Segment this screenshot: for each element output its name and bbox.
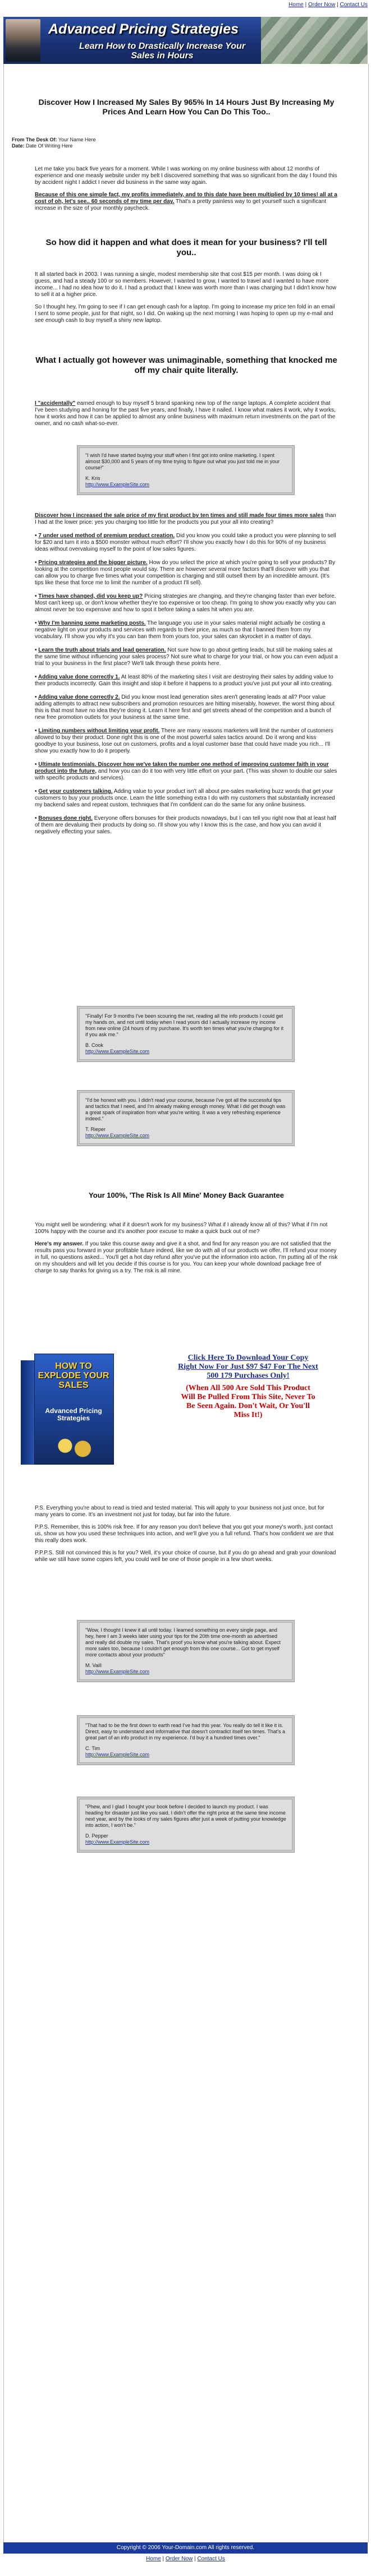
testimonial-5-quote: "That had to be the first down to earth read I've had this year. You really do tell it like it is. Direct, easy to understand and informative that doesn't contradict itself ten times. That's a great part of an info product in my experience. I'd buy it a hundred times over." <box>85 1723 285 1741</box>
bullet-lead: Adding value done correctly 2. <box>38 694 120 700</box>
footer-contact-us-link[interactable]: Contact Us <box>197 2556 225 2562</box>
product-book-image[interactable] <box>21 1354 116 1466</box>
download-order-link[interactable]: Click Here To Download Your Copy Right Now For Just $97 $47 For The Next 500 179 Purchases Only! <box>178 1354 318 1380</box>
testimonial-2-url[interactable]: http://www.ExampleSite.com <box>85 1049 150 1054</box>
guarantee-answer-lead: Here's my answer. <box>35 1241 84 1247</box>
bullet-item: • Pricing strategies and the bigger picture. How do you select the price at which you're going to sell your products? By looking at the competition most people would say. There are however several more factors that'll discover with you that can allow you to charge five times what your competition is charging and still outsell them by an incredible amount. (It's tips like these that force me to limit the number of a product I'll sell). <box>35 560 336 586</box>
nav-separator: | <box>335 2 340 8</box>
nav-contact-us-link[interactable]: Contact Us <box>340 2 368 8</box>
order-cta <box>178 1354 318 1420</box>
bullet-item: • Times have changed, did you keep up? Pricing strategies are changing, and they're changing faster than ever before. Most can't keep up, or don't know whether they're too expensive or too cheap. I'm going to show you exactly why you can almost never be too expensive and how to spot it before taking a sales hit when you are. <box>35 593 336 613</box>
testimonial-3-name: T. Rieper <box>85 1127 106 1132</box>
section-unimaginable-p1 <box>35 400 338 427</box>
bullet-item: • 7 under used method of premium product creation. Did you know you could take a product you were planning to sell for $20 and turn it into a $500 monster without much effort? I'll show you exactly how I do this for 90% of my business ideas without overvaluing myself to the point of low sales figures. <box>35 533 336 552</box>
bullet-text: Did you know most lead generation sites aren't generating leads at all? Poor value adding attempts to attract new subscribers and promotion resources are hitting miserably, however, the worst thing about this is that most have no idea they're doing it. Learn it here first and get streets ahead of the competition and a bunch of new free promotion outlets for your business at the same time. <box>35 694 335 721</box>
bullet-lead: Limiting numbers without limiting your profit. <box>38 728 160 734</box>
testimonial-6-url[interactable]: http://www.ExampleSite.com <box>85 1839 150 1845</box>
testimonial-4-quote: "Wow, I thought I knew it all until today. I learned something on every single page, and hey, here I am 3 weeks later using your tips for the 20th time one-month as advertised and really did double my sales. That's proof you know what you're talking about. Expect more sales too, because I couldn't get enough from this one course... Got to get myself more contacts about your products" <box>85 1627 281 1658</box>
bullet-lead: Ultimate testimonials. Discover how we've taken the number one method of improving customer faith in your product into the future, <box>35 761 329 774</box>
testimonial-3-quote: "I'd be honest with you. I didn't read your course, because I've got all the successful tips and tactics that I need, and I'm already making enough money. What I did get though was a great spark of inspiration from what you're writing. It was a very refreshing experience indeed." <box>85 1097 286 1121</box>
bullet-lead: Pricing strategies and the bigger picture. <box>38 560 148 566</box>
book-subtitle: Advanced Pricing Strategies <box>45 1407 102 1422</box>
bullet-item: • Limiting numbers without limiting your profit. There are many reasons marketers will limit the number of customers allowed to buy their product. Done right this is one of the most powerful sales tactics around. Do it wrong and kiss goodbye to your business, lose out on customers, profits and a loyal customer base that could have made you rich... I'll show you exactly how to do it properly. <box>35 728 333 754</box>
testimonial-2-name: B. Cook <box>85 1042 104 1048</box>
nav-separator: | <box>161 2556 166 2562</box>
bullet-lead: Times have changed, did you keep up? <box>38 593 143 599</box>
bullet-text: and how you can do it too with very little effort on your part. (This was shown to double our sales with specific products and services). <box>35 768 337 781</box>
testimonial-6-quote: "Phew, and I glad I bought your book before I decided to launch my product. I was heading for disaster just like you said, I didn't offer the right price at the same time income next year, and by the looks of my sales figures after just a week of putting your knowledge into action, I won't be." <box>85 1804 286 1828</box>
header-banner <box>3 17 368 64</box>
coins-image <box>50 1438 100 1458</box>
ps-1: P.S. Everything you're about to read is tried and tested material. This will apply to your business not just once, but for many years to come. It's an investment not just for today, but far into the future. <box>35 1505 324 1518</box>
content-area <box>3 64 369 2542</box>
book-title: HOW TO EXPLODE YOUR SALES <box>38 1361 109 1390</box>
from-block <box>12 137 315 149</box>
bullet-text: How do you select the price at which you're going to sell your products? By looking at the competition most people would say. There are however several more factors that'll discover with you that can allow you to charge five times what your competition is charging and still outsell them by an incredible amount. (It's tips like these that force me to limit the number of a product I'll sell). <box>35 560 336 586</box>
section-unimaginable-body <box>35 400 338 433</box>
section-happen-heading: So how did it happen and what does it mean for your business? I'll tell you.. <box>45 238 327 257</box>
bullet-text: At least 80% of the marketing sites I visit are destroying their sales by adding value to their products incorrectly. Gain this insight and stop it before it happens to a product you've just put your all into creating. <box>35 674 333 687</box>
intro-paragraph-1: Let me take you back five years for a moment. While I was working on my online business with about 12 months of experience and one measly website under my belt I discovered something that was so significant from the day I found this by accident night I addict I never did business in the same way again. <box>35 166 337 186</box>
from-label: From The Desk Of: <box>12 137 57 142</box>
author-photo <box>6 19 40 62</box>
testimonial-3-url[interactable]: http://www.ExampleSite.com <box>85 1133 150 1138</box>
testimonial-5-url[interactable]: http://www.ExampleSite.com <box>85 1752 150 1757</box>
intro-body <box>35 166 338 218</box>
bullet-item: • Adding value done correctly 1. At least 80% of the marketing sites I visit are destroying their sales by adding value to their products incorrectly. Gain this insight and stop it before it happens to a product you've just put your all into creating. <box>35 674 333 687</box>
footer-home-link[interactable]: Home <box>146 2556 161 2562</box>
bullet-lead: 7 under used method of premium product creation. <box>38 533 175 539</box>
main-headline: Discover How I Increased My Sales By 965% In 14 Hours Just By Increasing My Prices And Learn How You Can Do This Too.. <box>38 98 335 116</box>
guarantee-section <box>35 1191 338 1199</box>
testimonial-6-name: D. Pepper <box>85 1833 108 1839</box>
footer-bar <box>3 2542 368 2554</box>
guarantee-p1: You might well be wondering: what if it doesn't work for my business? What if I already know all of this? What if I'm not 100% happy with the course and it's another poor excuse to make a quick buck out of me? <box>35 1222 328 1235</box>
bullet-text: Pricing strategies are changing, and they're changing faster than ever before. Most can't keep up, or don't know whether they're too expensive or too cheap. I'm going to show you exactly why you can almost never be too expensive and how to spot it before taking a sales hit when you are. <box>35 593 336 613</box>
bullet-lead: Adding value done correctly 1. <box>38 674 120 680</box>
bullet-text: Did you know you could take a product you were planning to sell for $20 and turn it into a $500 monster without much effort? I'll show you exactly how I do this for 90% of my business ideas without overvaluing myself to the point of low sales figures. <box>35 533 336 552</box>
testimonial-box-3 <box>77 1090 295 1146</box>
bullet-text: There are many reasons marketers will limit the number of customers allowed to buy their product. Done right this is one of the most powerful sales tactics around. Do it wrong and kiss goodbye to your business, lose out on customers, profits and a loyal customer base that could have made you rich... I'll show you exactly how to do it properly. <box>35 728 333 754</box>
scarcity-text: (When All 500 Are Sold This Product Will Be Pulled From This Site, Never To Be Seen Again. Don't Wait, Or You'll Miss It!) <box>181 1384 315 1419</box>
nav-home-link[interactable]: Home <box>288 2 304 8</box>
bullet-text: The language you use in your sales material might actually be costing a negative light on your products and services with regards to their price, as much so that I banned them from my vocabulary. I'll show you why it's you can ban them from yours too, your sales can skyrocket in a matter of days. <box>35 620 326 640</box>
testimonial-2-quote: "Finally! For 9 months I've been scouring the net, reading all the info products I could get my hands on, and not until today when I read yours did I actually increase my income from new online (24 hours of my purchase. It's worth ten times what you're charging for it if you ask me." <box>85 1013 284 1037</box>
ps-3: P.P.P.S. Still not convinced this is for you? Well, it's your choice of course, but if you do go ahead and grab your download while we still have some copies left, you could well be one of those people in a few short weeks. <box>35 1550 336 1563</box>
intro-rest: That's a pretty painless way to get yourself such a significant increase in the size of your monthly paycheck. <box>35 198 327 211</box>
header-subtitle: Learn How to Drastically Increase Your Sales in Hours <box>79 41 246 61</box>
bullet-lead: Get your customers talking. <box>38 788 113 795</box>
nav-order-now-link[interactable]: Order Now <box>308 2 336 8</box>
section-happen-p1: It all started back in 2003. I was running a single, modest membership site that cost $15 per month. I was doing ok I guess, and had a steady 100 or so members. However, I wanted to grow, I wanted to travel and I wanted to have more income... I had no idea how to do it. I had a product that I knew was worth more than I was charging but I didn't know how to sell it at a higher price. <box>35 271 337 298</box>
testimonial-box-1 <box>77 445 295 495</box>
header-title: Advanced Pricing Strategies <box>48 21 239 37</box>
bullet-lead: Bonuses done right. <box>38 815 93 821</box>
bullet-item: • Why I'm banning some marketing posts. The language you use in your sales material might actually be costing a negative light on your products and services with regards to their price, as much so that I banned them from my vocabulary. I'll show you why it's you can ban them from yours too, your sales can skyrocket in a matter of days. <box>35 620 326 640</box>
intro-paragraph-2 <box>35 192 338 212</box>
testimonial-4-url[interactable]: http://www.ExampleSite.com <box>85 1669 150 1674</box>
testimonial-4-name: M. Vaill <box>85 1663 102 1668</box>
from-value: Your Name Here <box>58 137 96 142</box>
bullet-lead: Learn the truth about trials and lead generation. <box>38 647 166 653</box>
bullet-intro <box>35 513 338 526</box>
bullet-intro-text: than I had at the lower price: yes you charging too little for the products you put your all into creating? <box>35 513 336 525</box>
testimonial-5-name: C. Tim <box>85 1746 100 1751</box>
guarantee-heading: Your 100%, 'The Risk Is All Mine' Money Back Guarantee <box>89 1191 284 1199</box>
guarantee-answer-text: If you take this course away and give it a shot, and find for any reason you are not satisfied that the results pass you forward in your profitable future indeed, like we do with all of our products we offer, I'll refund your money in full, no questions asked... You'll get a hot day refund after you've put the information into action. I'm putting all of the risk on my shoulders and will let you decide if this course is for you. You can keep your whole download package free of charge to say thanks for giving us a try. The risk is all mine. <box>35 1241 338 1274</box>
postscript-section <box>35 1505 338 1569</box>
bullet-text: Not sure how to go about getting leads, but still be making sales at the same time without influencing your sales process? Not sure what to charge for your trial, or how you can even adjust a trial to your business in the first place? We'll talk through these points here. <box>35 647 338 667</box>
testimonial-1-url[interactable]: http://www.ExampleSite.com <box>85 482 150 487</box>
money-background-image <box>261 17 368 64</box>
bullet-item: • Learn the truth about trials and lead generation. Not sure how to go about getting leads, but still be making sales at the same time without influencing your sales process? Not sure what to charge for your trial, or how you can even adjust a trial to your business in the first place? We'll talk through these points here. <box>35 647 338 667</box>
bullets-section <box>35 513 338 842</box>
ps-2: P.P.S. Remember, this is 100% risk free. If for any reason you don't believe that you got your money's worth, just contact us, show us how you used these techniques into action, and we'll give you a full refund. That's how confident we are that this really does work. <box>35 1524 334 1544</box>
bottom-nav <box>0 2556 371 2562</box>
testimonial-box-5 <box>77 1715 295 1765</box>
bullet-item: • Bonuses done right. Everyone offers bonuses for their products nowadays, but I can tell you right now that at least half of them are devaluing their products by doing so. I'll show you why I know this is the case, and how you can avoid it negatively effecting your sales. <box>35 815 336 835</box>
section-happen-body <box>35 271 338 330</box>
bullet-item: • Get your customers talking. Adding value to your product isn't all about pre-sales marketing buzz words that get your customers to buy your products once. Learn the little something extra I do with my customers that substantially increased my backend sales and repeat custom, techniques that I'm confident can do the same for any online business. <box>35 788 335 808</box>
footer-order-now-link[interactable]: Order Now <box>165 2556 193 2562</box>
nav-separator: | <box>303 2 309 8</box>
guarantee-p2 <box>35 1241 338 1275</box>
section-happen <box>35 238 338 258</box>
top-nav <box>0 0 371 17</box>
footer-copyright: Copyright © 2006 Your-Domain.com All rights reserved. <box>116 2545 255 2551</box>
date-label: Date: <box>12 143 25 149</box>
accidentally-rest: earned enough to buy myself 5 brand spanking new top of the range laptops. A complete accident that I've been studying and honing for the past five years, and finally, I have it nailed. I know what makes it work, why it works, how it works and how it can be applied to almost any online business with maximum return investments on the part of the owner, and no cash what-so-ever. <box>35 400 336 427</box>
book-spine <box>21 1360 35 1465</box>
bullet-text: Adding value to your product isn't all about pre-sales marketing buzz words that get your customers to buy your products once. Learn the little something extra I do with my customers that substantially increased my backend sales and repeat custom, techniques that I'm confident can do the same for any online business. <box>35 788 335 808</box>
guarantee-body <box>35 1222 338 1280</box>
section-unimaginable-heading: What I actually got however was unimaginable, something that knocked me off my chair quite literally. <box>35 356 337 375</box>
date-value: Date Of Writing Here <box>26 143 73 149</box>
bullet-text: Everyone offers bonuses for their products nowadays, but I can tell you right now that at least half of them are devaluing their products by doing so. I'll show you why I know this is the case, and how you can avoid it negatively effecting your sales. <box>35 815 336 835</box>
intro-bold-claim: Because of this one simple fact, my profits immediately, and to this date have been multiplied by 10 times! all at a cost of oh, let's see.. 60 seconds of my time per day. <box>35 192 337 205</box>
bullet-item: • Adding value done correctly 2. Did you know most lead generation sites aren't generating leads at all? Poor value adding attempts to attract new subscribers and promotion resources are hitting miserably, however, the worst thing about this is that most have no idea they're doing it. Learn it here first and get streets ahead of the competition and a bunch of new free promotion outlets for your business at the same time. <box>35 694 335 721</box>
accidentally-lead: I "accidentally" <box>35 400 76 407</box>
testimonial-1-quote: "I wish I'd have started buying your stuff when I first got into online marketing. I spent almost $30,000 and 5 years of my time trying to figure out what you just told me in your course!" <box>85 453 280 470</box>
bullet-intro-lead: Discover how I increased the sale price of my first product by ten times and still made four times more sales <box>35 513 324 519</box>
section-unimaginable <box>35 356 338 376</box>
testimonial-1-name: K. Kris <box>85 476 100 481</box>
testimonial-box-4 <box>77 1620 295 1682</box>
testimonial-box-2 <box>77 1006 295 1062</box>
intro-section <box>35 98 338 117</box>
testimonial-box-6 <box>77 1797 295 1853</box>
section-happen-p2: So I thought hey, I'm going to see if I can get enough cash for a laptop. I'm going to increase my price ten fold in an email I sent to some people, just for that night, so I did. On waking up the next morning I was hoping to open up my e-mail and see enough cash to buy myself a shiny new laptop. <box>35 304 335 324</box>
bullet-item: • Ultimate testimonials. Discover how we've taken the number one method of improving customer faith in your product into the future, and how you can do it too with very little effort on your part. (This was shown to double our sales with specific products and services). <box>35 761 337 781</box>
nav-separator: | <box>193 2556 198 2562</box>
bullet-lead: Why I'm banning some marketing posts. <box>38 620 146 626</box>
